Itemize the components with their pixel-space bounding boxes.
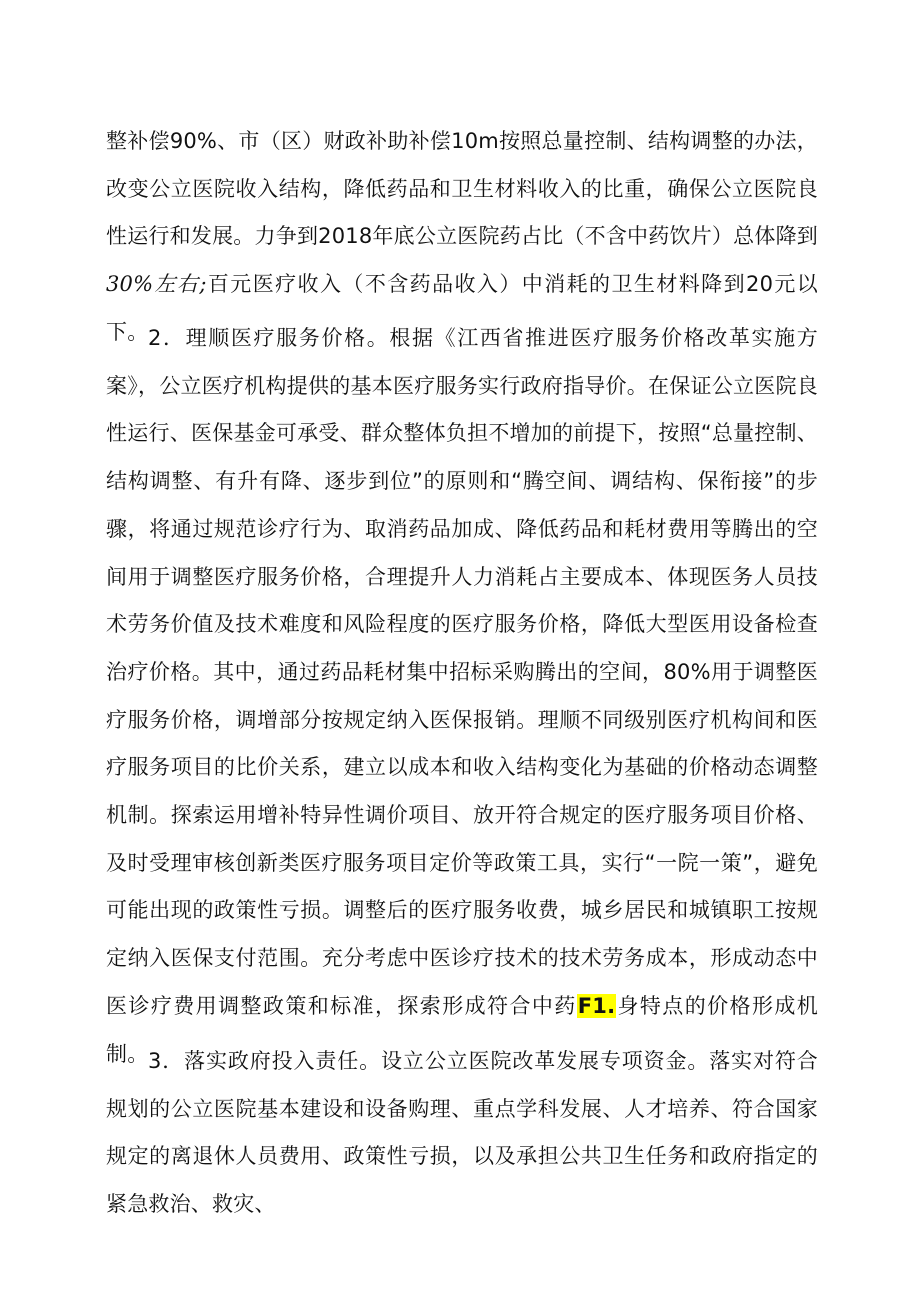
paragraph-text: 百元医疗收入（不含药品收入）中消耗的卫生材料降到20元以下。	[106, 272, 818, 344]
highlighted-text: F1.	[577, 993, 616, 1018]
paragraph-text: 3．落实政府投入责任。设立公立医院改革发展专项资金。落实对符合规划的公立医院基本建设和设备购理、重点学科发展、人才培养、符合国家规定的离退休人员费用、政策性亏损，以及承担公共卫生任务和政府指定的紧急救治、救灾、	[106, 1049, 818, 1217]
paragraph-text: 2．理顺医疗服务价格。根据《江西省推进医疗服务价格改革实施方案》，公立医疗机构提供的基本医疗服务实行政府指导价。在保证公立医院良性运行、医保基金可承受、群众整体负担不增加的前提下，按照“总量控制、结构调整、有升有降、逐步到位”的原则和“腾空间、调结构、保衔接”的步骤，将通过规范诊疗行为、取消药品加成、降低药品和耗材费用等腾出的空间用于调整医疗服务价格，合理提升人力消耗占主要成本、体现医务人员技术劳务价值及技术难度和风险程度的医疗服务价格，降低大型医用设备检查治疗价格。其中，通过药品耗材集中招标采购腾出的空间，80%用于调整医疗服务价格，调增部分按规定纳入医保报销。理顺不同级别医疗机构间和医疗服务项目的比价关系，建立以成本和收入结构变化为基础的价格动态调整机制。探索运用增补特异性调价项目、放开符合规定的医疗服务项目价格、及时受理审核创新类医疗服务项目定价等政策工具，实行“一院一策”，避免可能出现的政策性亏损。调整后的医疗服务收费，城乡居民和城镇职工按规定纳入医保支付范围。充分考虑中医诊疗技术的技术劳务成本，形成动态中医诊疗费用调整政策和标准，探索形成符合中药	[106, 326, 818, 1018]
drug-ratio-target: 30%左右;	[106, 272, 207, 297]
paragraph-text: 身特点的价格形成机制。	[106, 993, 818, 1066]
paragraph-medical-service-pricing	[106, 315, 818, 1078]
paragraph-text: 整补偿90%、市（区）财政补助补偿10m按照总量控制、结构调整的办法，改变公立医院收入结构，降低药品和卫生材料收入的比重，确保公立医院良性运行和发展。力争到2018年底公立医院药占比（不含中药饮片）总体降到	[106, 129, 818, 249]
paragraph-government-investment	[106, 1038, 818, 1229]
